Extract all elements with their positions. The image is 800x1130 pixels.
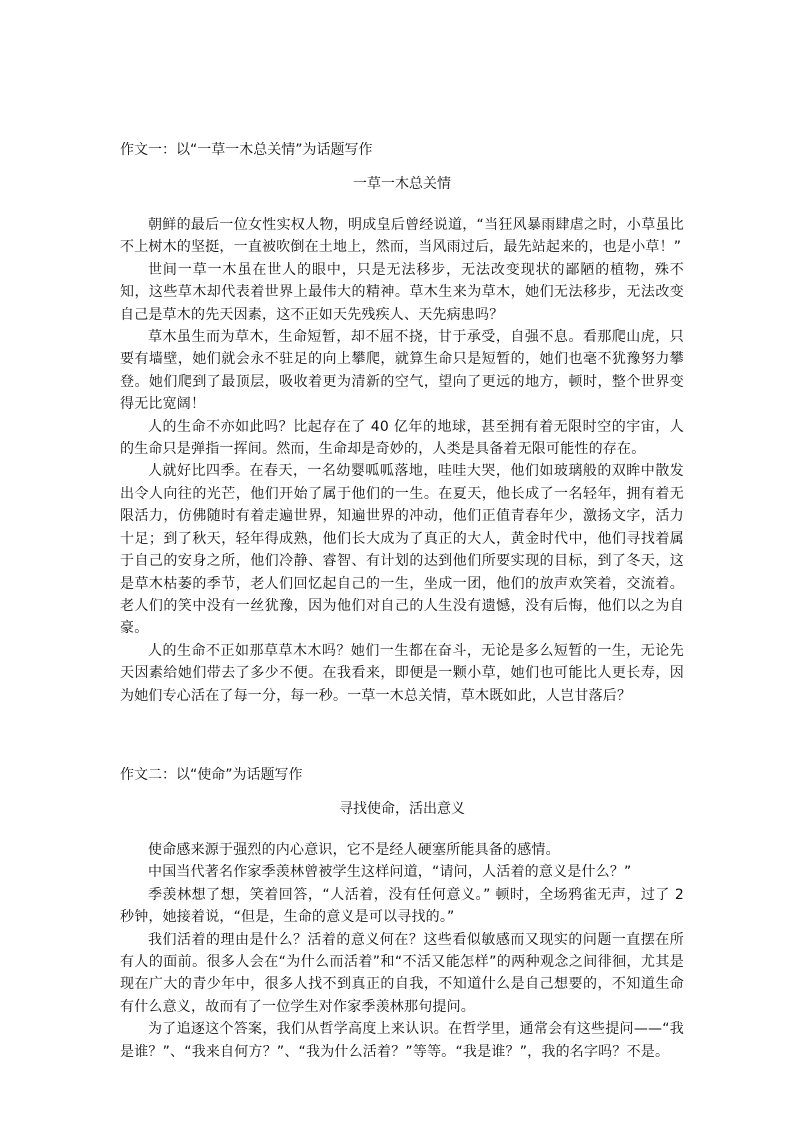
document-page xyxy=(120,140,684,1063)
essay2-title: 寻找使命，活出意义 xyxy=(339,800,465,817)
essay2-paragraph: 我们活着的理由是什么？活着的意义何在？这些看似敏感而又现实的问题一直摆在所有人的面前。很多人会在“为什么而活着”和“不活又能怎样”的两种观念之间徘徊，尤其是现在广大的青少年中，很多人找不到真正的自我，不知道什么是自己想要的，不知道生命有什么意义，故而有了一位学生对作家季羡林那句提问。 xyxy=(120,931,684,1015)
essay2-body xyxy=(120,839,684,1063)
essay1-paragraph: 草木虽生而为草木，生命短暂，却不屈不挠，甘于承受，自强不息。看那爬山虎，只要有墙壁，她们就会永不驻足的向上攀爬，就算生命只是短暂的，她们也毫不犹豫努力攀登。她们爬到了最顶层，吸收着更为清新的空气，望向了更远的地方，顿时，整个世界变得无比宽阔！ xyxy=(120,329,684,413)
essay2-paragraph: 使命感来源于强烈的内心意识，它不是经人硬塞所能具备的感情。 xyxy=(148,841,560,858)
essay1-paragraph: 人的生命不正如那草草木木吗？她们一生都在奋斗，无论是多么短暂的一生，无论先天因素给她们带去了多少不便。在我看来，即便是一颗小草，她们也可能比人更长寿，因为她们专心活在了每一分，每一秒。一草一木总关情，草木既如此，人岂甘落后？ xyxy=(120,642,684,704)
essay1-paragraph: 人就好比四季。在春天，一名幼婴呱呱落地，哇哇大哭，他们如玻璃般的双眸中散发出令人向往的光芒，他们开始了属于他们的一生。在夏天，他长成了一名轻年，拥有着无限活力，仿佛随时有着走遍世界，知遍世界的冲动，他们正值青春年少，激扬文字，活力十足；到了秋天，轻年得成熟，他们长大成为了真正的大人，黄金时代中，他们寻找着属于自己的安身之所，他们冷静、睿智、有计划的达到他们所要实现的目标，到了冬天，这是草木枯萎的季节，老人们回忆起自己的一生，坐成一团，他们的放声欢笑着，交流着。老人们的笑中没有一丝犹豫，因为他们对自己的人生没有遗憾，没有后悔，他们以之为自豪。 xyxy=(120,463,684,637)
essay2-heading: 作文二：以“使命”为话题写作 xyxy=(120,766,303,783)
essay1-paragraph: 世间一草一木虽在世人的眼中，只是无法移步，无法改变现状的鄙陋的植物，殊不知，这些草木却代表着世界上最伟大的精神。草木生来为草木，她们无法移步，无法改变自己是草木的先天因素，这不正如天先残疾人、天先病患吗？ xyxy=(120,261,684,323)
essay2-paragraph: 为了追逐这个答案，我们从哲学高度上来认识。在哲学里，通常会有这些提问——“我是谁？”、“我来自何方？”、“我为什么活着？”等等。“我是谁？”，我的名字吗？不是。 xyxy=(120,1021,684,1060)
essay2-paragraph: 中国当代著名作家季羡林曾被学生这样问道，“请问，人活着的意义是什么？” xyxy=(148,864,632,881)
essay1-body xyxy=(120,214,684,707)
essay1-paragraph: 人的生命不亦如此吗？比起存在了 40 亿年的地球，甚至拥有着无限时空的宇宙，人的生命只是弹指一挥间。然而，生命却是奇妙的，人类是具备着无限可能性的存在。 xyxy=(120,418,684,458)
essay1-heading: 作文一：以“一草一木总关情”为话题写作 xyxy=(120,142,373,158)
essay1-title: 一草一木总关情 xyxy=(353,176,451,192)
essay2-paragraph: 季羡林想了想，笑着回答，“人活着，没有任何意义。” 顿时，全场鸦雀无声，过了 2 秒钟，她接着说，“但是，生命的意义是可以寻找的。” xyxy=(120,886,684,926)
essay1-paragraph: 朝鲜的最后一位女性实权人物，明成皇后曾经说道，“当狂风暴雨肆虐之时，小草虽比不上树木的坚挺，一直被吹倒在土地上，然而，当风雨过后，最先站起来的，也是小草！” xyxy=(120,217,684,256)
